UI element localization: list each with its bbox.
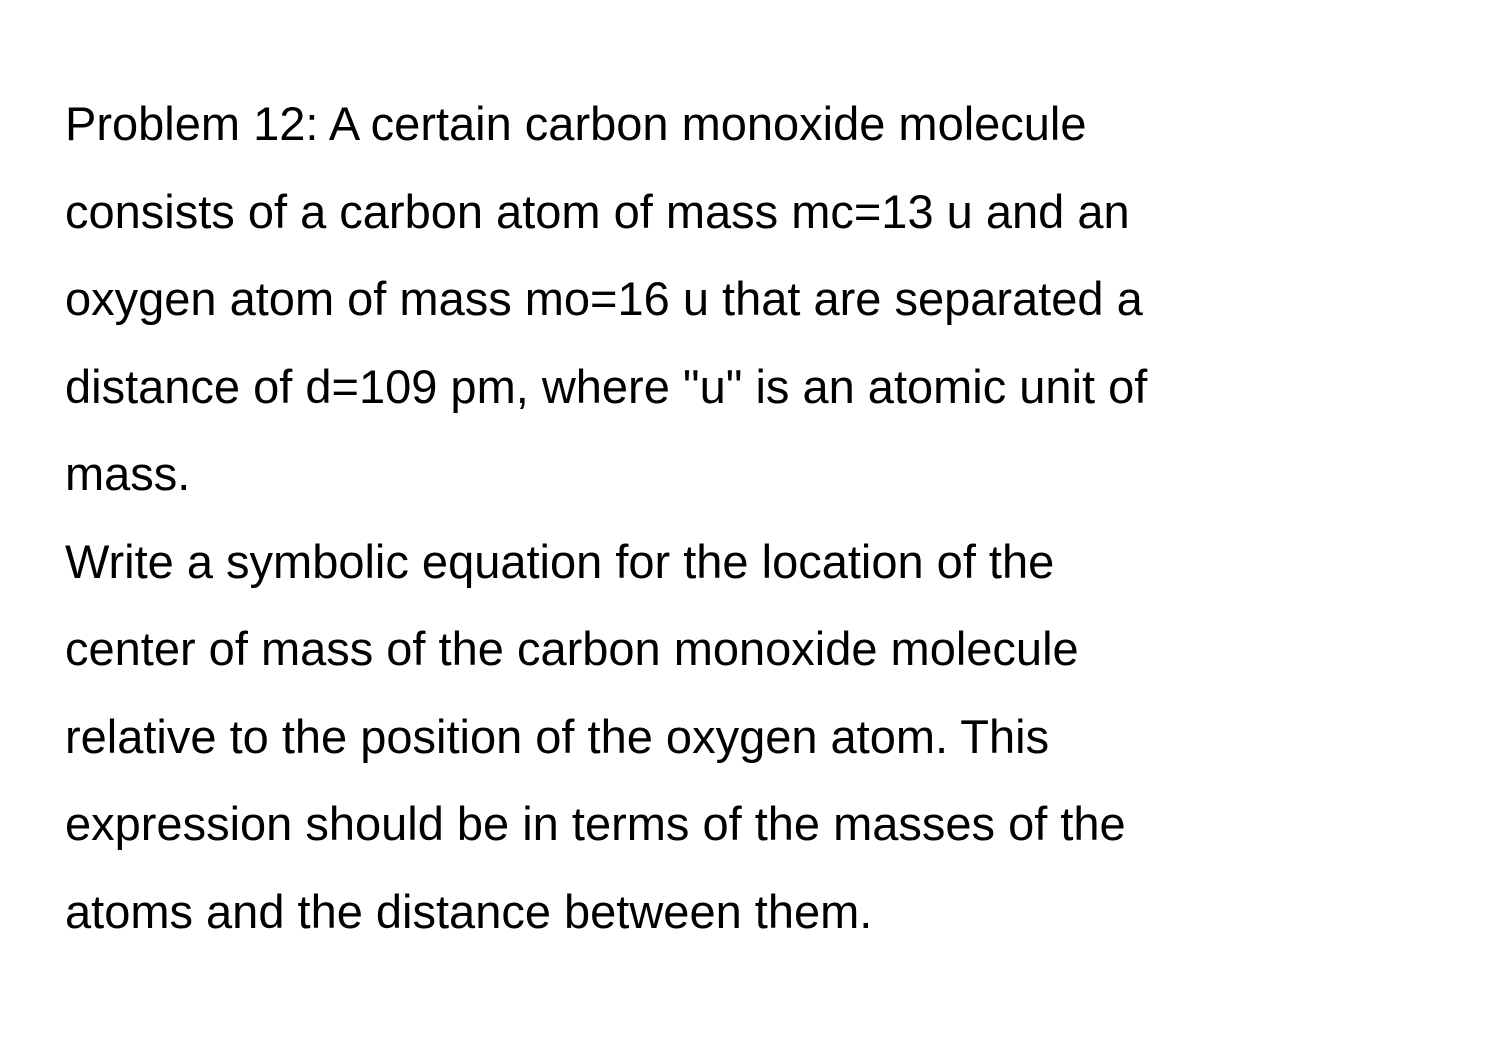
question-line: relative to the position of the oxygen atom. This: [65, 709, 1050, 763]
statement-line: mass.: [65, 447, 191, 500]
problem-question: [65, 518, 1465, 956]
question-line: Write a symbolic equation for the location of the: [65, 534, 1055, 588]
problem-statement: [65, 80, 1465, 518]
question-line: atoms and the distance between them.: [65, 884, 873, 938]
question-line: center of mass of the carbon monoxide molecule: [65, 622, 1079, 675]
statement-line: oxygen atom of mass mo=16 u that are separated a: [65, 272, 1143, 325]
statement-line: consists of a carbon atom of mass mc=13 u and an: [65, 184, 1130, 238]
question-line: expression should be in terms of the masses of the: [65, 797, 1126, 850]
statement-line: distance of d=109 pm, where "u" is an atomic unit of: [65, 359, 1148, 413]
problem-document: [65, 80, 1465, 955]
statement-line: Problem 12: A certain carbon monoxide molecule: [65, 97, 1087, 150]
